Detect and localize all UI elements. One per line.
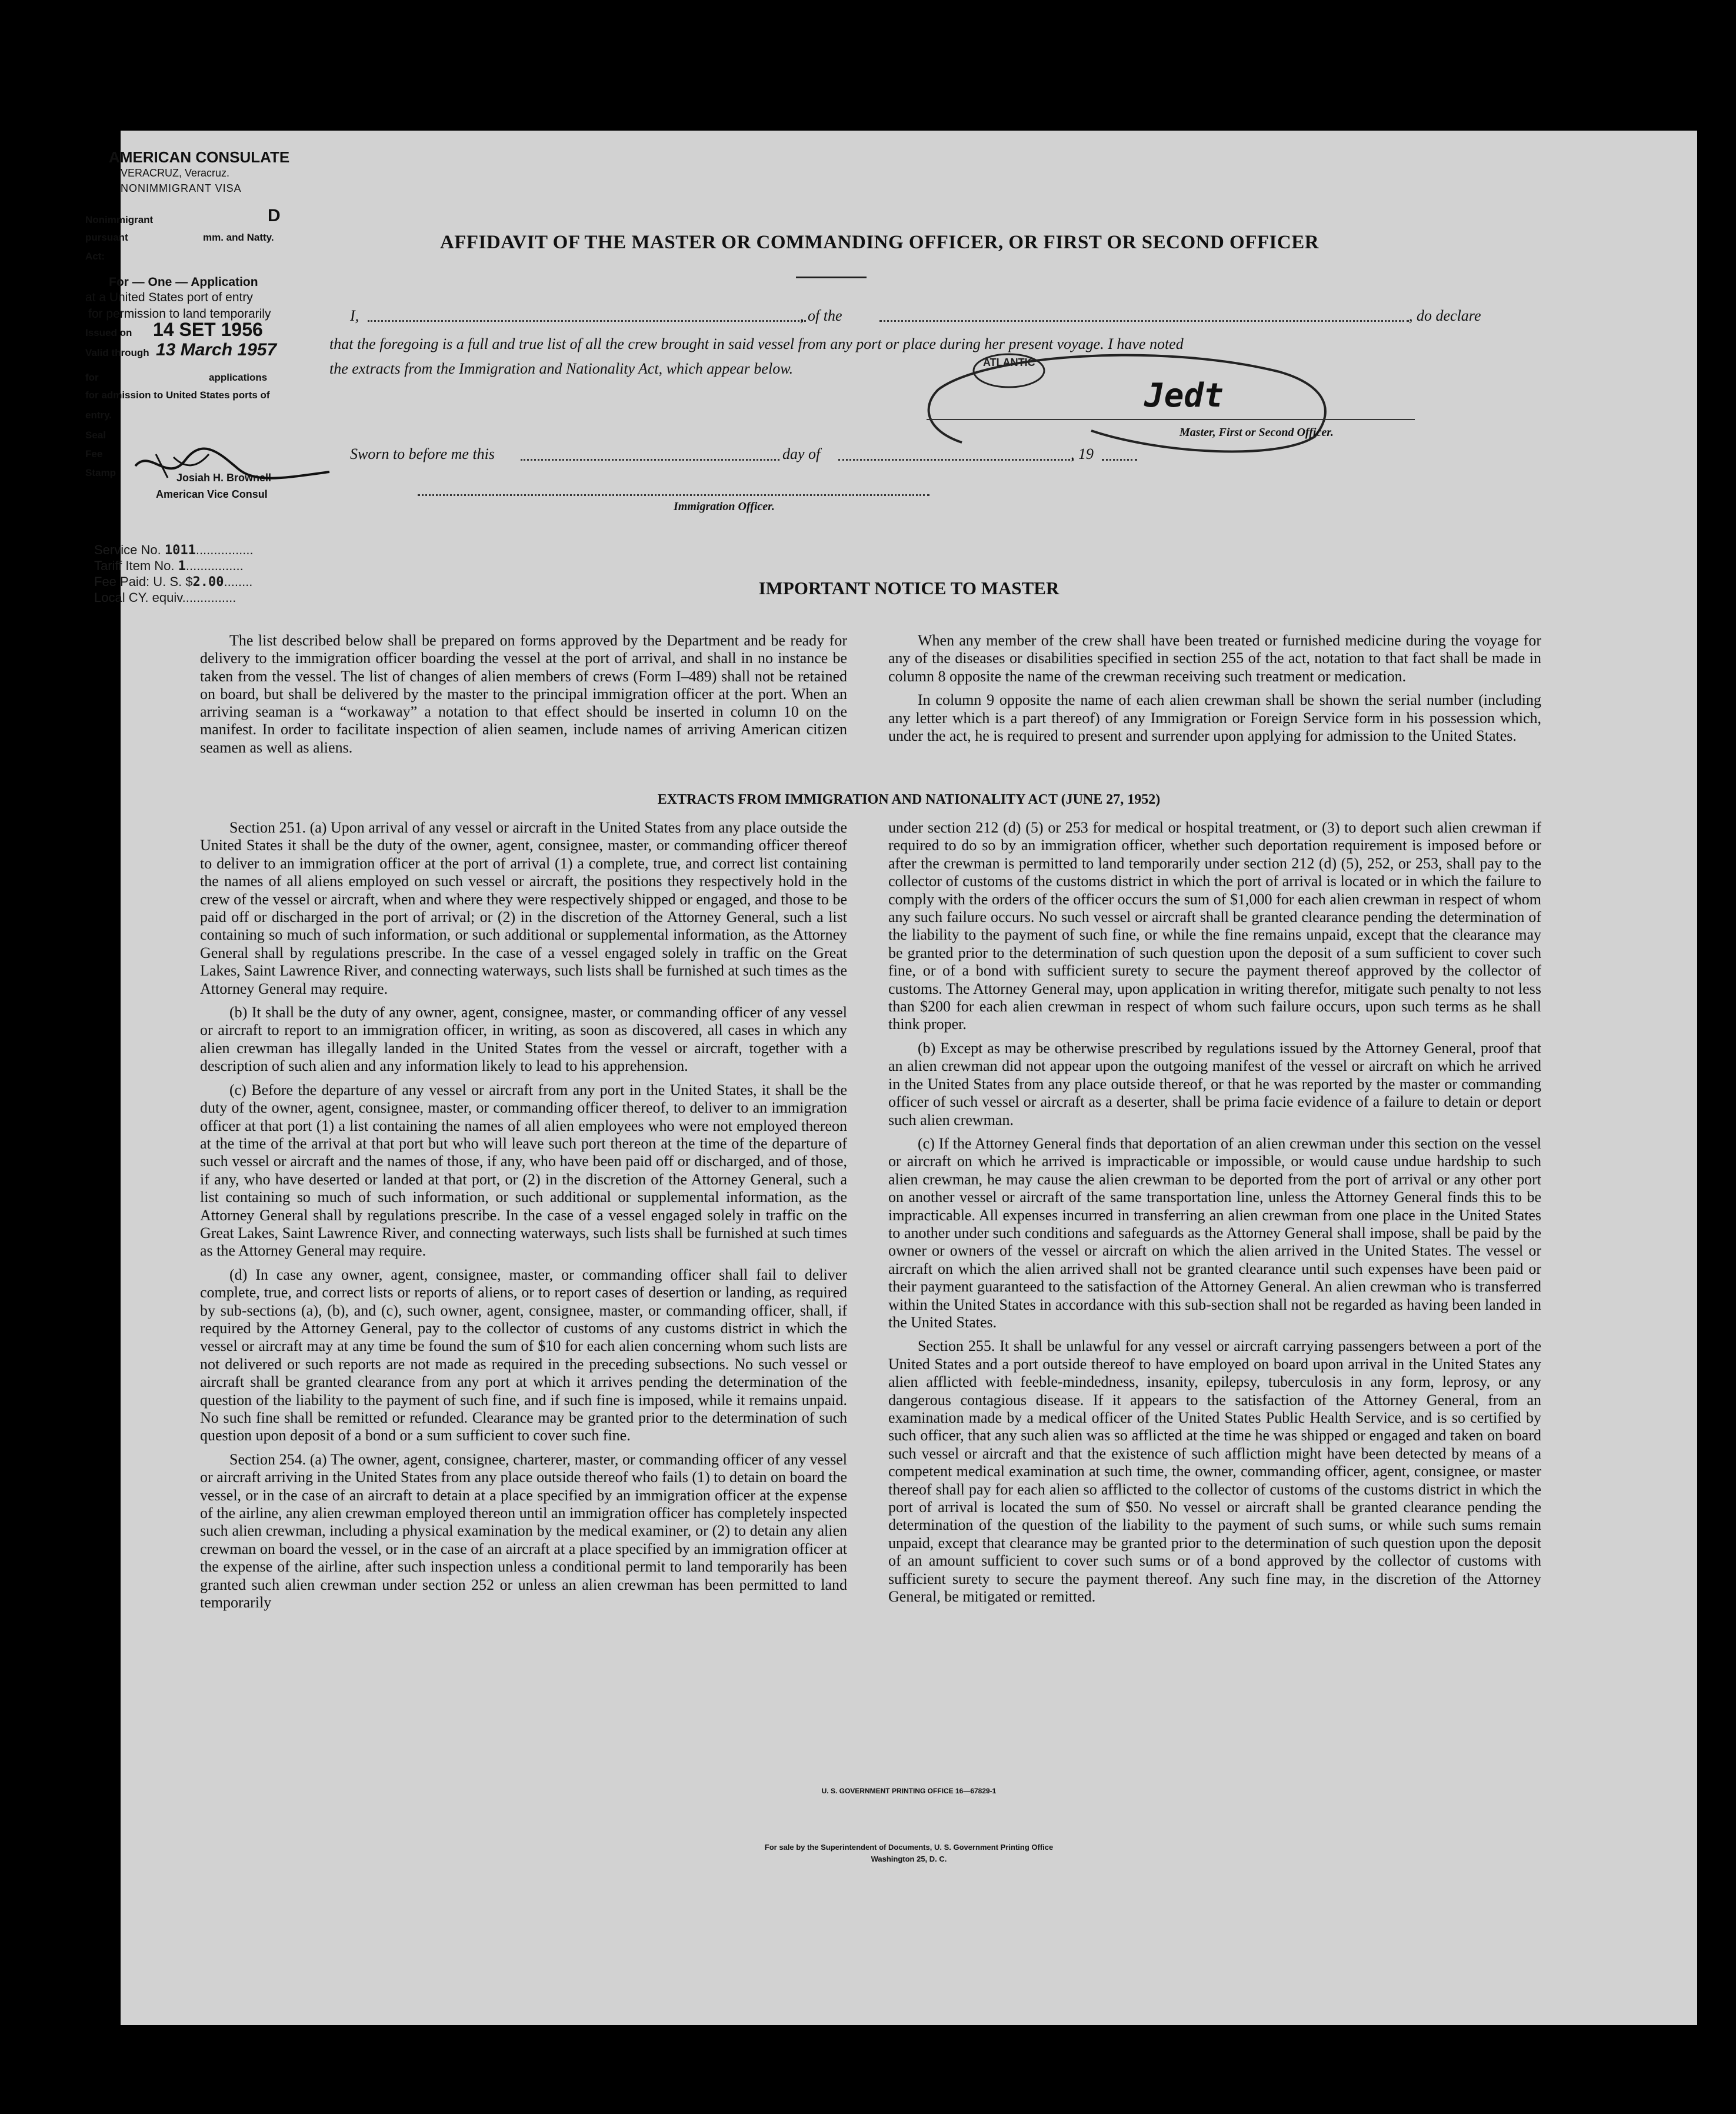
officer-name: Josiah H. Brownell (176, 472, 272, 484)
section-254-a-continued: under section 212 (d) (5) or 253 for medical or hospital treatment, or (3) to deport such alien crewman if required to do so by an immigration officer, whether such deportation requirement is imposed before or after the crewman is permitted to land temporarily under section 212 (d) (5), 252, or 253, shall pay to the collector of customs of the customs district in which the port of arrival is located or in which the failure to comply with the orders of the officer occurs the sum of $1,000 for each alien crewman in respect of whom any such failure occurs. No such vessel or aircraft shall be granted clearance pending the determination of the liability to the payment of such fine, or while the fine remains unpaid, except that the clearance may be granted prior to the determination of such question upon the deposit of a sum sufficient to cover such fine, or of a bond with sufficient surety to secure the payment thereof approved by the collector of customs. The Attorney General may, upon application in writing therefor, mitigate such penalty to not less than $200 for each alien crewman in respect of whom such failure occurs, upon such terms as he shall think proper. (888, 819, 1541, 1033)
issued-date: 14 SET 1956 (153, 319, 263, 340)
document-page (85, 131, 1697, 2025)
extracts-heading: EXTRACTS FROM IMMIGRATION AND NATIONALITY ACT (JUNE 27, 1952) (657, 792, 1161, 807)
valid-label: Valid through (85, 347, 149, 358)
notice-heading: IMPORTANT NOTICE TO MASTER (758, 578, 1059, 598)
vessel-field[interactable] (879, 320, 1409, 322)
for-label: for (85, 372, 99, 383)
sworn-day-field[interactable] (521, 459, 779, 461)
sale-notice: For sale by the Superintendent of Documents, U. S. Government Printing Office (764, 1843, 1054, 1852)
seal-text: ATLANTIC (983, 357, 1035, 368)
at-united-states-port: at a United States port of entry (85, 291, 253, 304)
sworn-year-field[interactable] (1102, 459, 1137, 461)
admission-label: for admission to United States ports of (85, 389, 270, 401)
consul-signature (132, 442, 332, 490)
affidavit-of-the: , of the (800, 307, 842, 324)
section-254-b: (b) Except as may be otherwise prescribed by regulations issued by the Attorney General, proof that an alien crewman did not appear upon the outgoing manifest of the vessel or aircraft on which he arrived in the United States from any place outside thereof, or that he was reported by the master or commanding officer of such vessel or aircraft as a deserter, shall be prima facie evidence of a failure to detain or deport such alien crewman. (888, 1039, 1541, 1128)
fee-paid-value: 2.00 (192, 575, 224, 590)
visa-class-label: Nonimmigrant (85, 214, 154, 225)
officer-title: American Vice Consul (156, 488, 268, 500)
title-rule (796, 277, 867, 278)
pursuant-tail: mm. and Natty. (203, 232, 274, 243)
valid-date: 13 March 1957 (156, 340, 277, 359)
notice-right-column (888, 632, 1541, 751)
fee-paid-label: Fee Paid: U. S. $ (94, 574, 193, 589)
section-255: Section 255. It shall be unlawful for any vessel or aircraft carrying passengers between a port of the United States and a port outside thereof to have employed on board upon arrival in the United States any alien afflicted with feeble-mindedness, insanity, epilepsy, tuberculosis in any form, leprosy, or any dangerous contagious disease. If it appears to the satisfaction of the Attorney General, from an examination made by a medical officer of the United States Public Health Service, and is so certified by such officer, that any such alien was so afflicted at the time he was shipped or engaged and taken on board such vessel or aircraft and that the existence of such affliction might have been detected by means of a competent medical examination at such time, the owner, commanding officer, agent, consignee, or master thereof shall pay for each alien so afflicted to the collector of customs of the customs district in which the port of arrival is located the sum of $50. No vessel or aircraft shall be granted clearance pending the determination of the question of the liability to the payment of such sums, or while such sums remain unpaid, except that clearance may be granted prior to the determination of such question upon the deposit of an amount sufficient to cover such sums or of a bond approved by the collector of customs with sufficient surety to secure the payment thereof. Any such fine may, in the discretion of the Attorney General, be mitigated or remitted. (888, 1337, 1541, 1606)
sale-address: Washington 25, D. C. (871, 1855, 947, 1863)
extracts-left-column (200, 819, 847, 1617)
stamp-label: Stamp (85, 467, 116, 478)
affidavit-declaration-line: that the foregoing is a full and true list of all the crew brought in said vessel from any port or place during her present voyage. I have noted (329, 335, 1184, 352)
gpo-imprint: U. S. GOVERNMENT PRINTING OFFICE 16—67829-1 (821, 1787, 997, 1795)
tariff-label: Tariff Item No. (94, 558, 175, 573)
fee-label: Fee (85, 448, 103, 460)
section-251-c: (c) Before the departure of any vessel or aircraft from any port in the United States, it shall be the duty of the owner, agent, consignee, master, or commanding officer thereof, to deliver to an immigration officer at that port (1) a list containing the names of all alien employees who were not employed thereon at the time of the arrival at that port but who will leave such port thereon at the time of the departure of such vessel or aircraft and the names of those, if any, who have been paid off or discharged, and of those, if any, who have deserted or landed at that port, or (2) in the discretion of the Attorney General, such a list containing so much of such information, or such additional or supplemental information, as the Attorney General shall by regulations prescribe. In the case of a vessel engaged solely in traffic on the Great Lakes, Saint Lawrence River, and connecting waterways, such lists shall be furnished at such times as the Attorney General may require. (200, 1081, 847, 1260)
master-signature: Jedt (1144, 377, 1224, 415)
name-field[interactable] (368, 320, 806, 322)
visa-class-value: D (268, 206, 281, 225)
year-label: , 19 (1071, 445, 1094, 462)
affidavit-title: AFFIDAVIT OF THE MASTER OR COMMANDING OFFICER, OR FIRST OR SECOND OFFICER (439, 232, 1320, 253)
signature-line (927, 419, 1415, 420)
notice-right-paragraph-2: In column 9 opposite the name of each alien crewman shall be shown the serial number (including any letter which is a part thereof) of any Immigration or Foreign Service form in his possession which, under the act, he is required to present and surrender upon applying for admission to the United States. (888, 691, 1541, 745)
entry-label: entry. (85, 410, 112, 421)
notice-right-paragraph-1: When any member of the crew shall have been treated or furnished medicine during the voyage for any of the diseases or disabilities specified in section 255 of the act, notation to that fact shall be made in column 8 opposite the name of the crewman receiving such treatment or medication. (888, 632, 1541, 685)
day-of-label: day of (782, 445, 821, 462)
master-caption: Master, First or Second Officer. (1179, 426, 1334, 439)
affidavit-do-declare: , do declare (1409, 307, 1481, 324)
seal-label: Seal (85, 430, 106, 441)
sworn-month-field[interactable] (838, 459, 1074, 461)
extracts-right-column (888, 819, 1541, 1612)
ship-seal-stamp (868, 342, 1338, 460)
visa-type: NONIMMIGRANT VISA (121, 182, 242, 194)
permission-to-land: for permission to land temporarily (88, 307, 271, 321)
immigration-officer-field[interactable] (418, 494, 929, 496)
notice-left-paragraph: The list described below shall be prepared on forms approved by the Department and be ready for delivery to the immigration officer boarding the vessel at the port of arrival, and shall in no instance be taken from the vessel. The list of changes of alien members of crews (Form I–489) shall not be retained on board, but shall be delivered by the master to the principal immigration officer at the port. When an arriving seaman is a “workaway” a notation to that effect should be inserted in column 10 on the manifest. In order to facilitate inspection of alien seamen, include names of arriving American citizen seamen as well as aliens. (200, 632, 847, 756)
tariff-value: 1 (178, 559, 186, 574)
affidavit-i-label: I, (350, 307, 359, 324)
consulate-name: AMERICAN CONSULATE (109, 148, 290, 166)
affidavit-extracts-line: the extracts from the Immigration and Nationality Act, which appear below. (329, 360, 794, 377)
section-251-a: Section 251. (a) Upon arrival of any vessel or aircraft in the United States from any place outside the United States it shall be the duty of the owner, agent, consignee, master, or commanding officer thereof to deliver to an immigration officer at the port of arrival (1) a complete, true, and correct list containing the names of all aliens employed on such vessel or aircraft, the positions they respectively hold in the crew of the vessel or aircraft, when and where they were respectively shipped or engaged, and those to be paid off or discharged in the port of arrival; or (2) in the discretion of the Attorney General, such a list containing so much of such information, or such additional or supplemental information, as the Attorney General shall by regulations prescribe. In the case of a vessel engaged solely in traffic on the Great Lakes, Saint Lawrence River, and connecting waterways, such lists shall be furnished at such times as the Attorney General may require. (200, 819, 847, 997)
service-value: 1011 (164, 543, 196, 558)
applications-label: applications (209, 372, 268, 383)
service-label: Service No. (94, 542, 161, 557)
sworn-label: Sworn to before me this (350, 445, 495, 462)
for-one-application: For — One — Application (109, 275, 258, 289)
section-254-c: (c) If the Attorney General finds that deportation of an alien crewman under this section on the vessel or aircraft on which he arrived is impracticable or impossible, or would cause undue hardship to such alien crewman, he may cause the alien crewman to be deported from the port of arrival or any other port on another vessel or aircraft of the same transportation line, unless the Attorney General finds this to be impracticable. All expenses incurred in transferring an alien crewman from one place in the United States to another under such conditions and safeguards as the Attorney General shall impose, shall be paid by the owner or owners of the vessel or aircraft on which the alien arrived in the United States. The vessel or aircraft on which the alien arrived shall not be granted clearance until such expenses have been paid or their payment guaranteed to the satisfaction of the Attorney General. An alien crewman who is transferred within the United States in accordance with this sub-section shall not be regarded as having been landed in the United States. (888, 1134, 1541, 1331)
immigration-officer-caption: Immigration Officer. (674, 500, 775, 513)
fee-block: Service No. 1011................ Tariff Item No. 1................ Fee Paid: U. S. $2.00........ Local CY. equiv............... (94, 542, 254, 605)
pursuant-label: pursuant (85, 232, 128, 243)
local-currency-label: Local CY. equiv. (94, 590, 186, 605)
consulate-location: VERACRUZ, Veracruz. (121, 167, 230, 179)
issued-label: Issued on (85, 327, 132, 338)
section-254-a: Section 254. (a) The owner, agent, consignee, charterer, master, or commanding officer of any vessel or aircraft arriving in the United States from any place outside thereof who fails (1) to detain on board the vessel, or in the case of an aircraft to detain at a place specified by an immigration officer at the expense of the airline, any alien crewman employed thereon until an immigration officer has completely inspected such alien crewman, including a physical examination by the medical examiner, or (2) to detain any alien crewman on board the vessel, or in the case of an aircraft at a place specified by an immigration officer at the expense of the airline, after such inspection unless a conditional permit to land temporarily has been granted such alien crewman under section 252 or unless an alien crewman has been permitted to land temporarily (200, 1450, 847, 1612)
section-251-b: (b) It shall be the duty of any owner, agent, consignee, master, or commanding officer of any vessel or aircraft to report to an immigration officer, in writing, as soon as discovered, all cases in which any alien crewman has illegally landed in the United States from the vessel or aircraft, together with a description of such alien and any information likely to lead to his apprehension. (200, 1004, 847, 1075)
section-251-d: (d) In case any owner, agent, consignee, master, or commanding officer shall fail to deliver complete, true, and correct lists or reports of aliens, or to report cases of desertion or landing, as required by sub-sections (a), (b), and (c), such owner, agent, consignee, master, or commanding officer, shall, if required by the Attorney General, pay to the collector of customs of any customs district in which the vessel or aircraft may at any time be found the sum of $10 for each alien concerning whom such lists are not delivered or such reports are not made as required in the preceding subsections. No such vessel or aircraft shall be granted clearance from any port at which it arrives pending the determination of the question of the liability to the payment of such fine, and if such fine is imposed, while it remains unpaid. No such fine shall be remitted or refunded. Clearance may be granted prior to the determination of such question upon deposit of a bond or a sum sufficient to cover such fine. (200, 1266, 847, 1444)
act-label: Act: (85, 251, 105, 262)
